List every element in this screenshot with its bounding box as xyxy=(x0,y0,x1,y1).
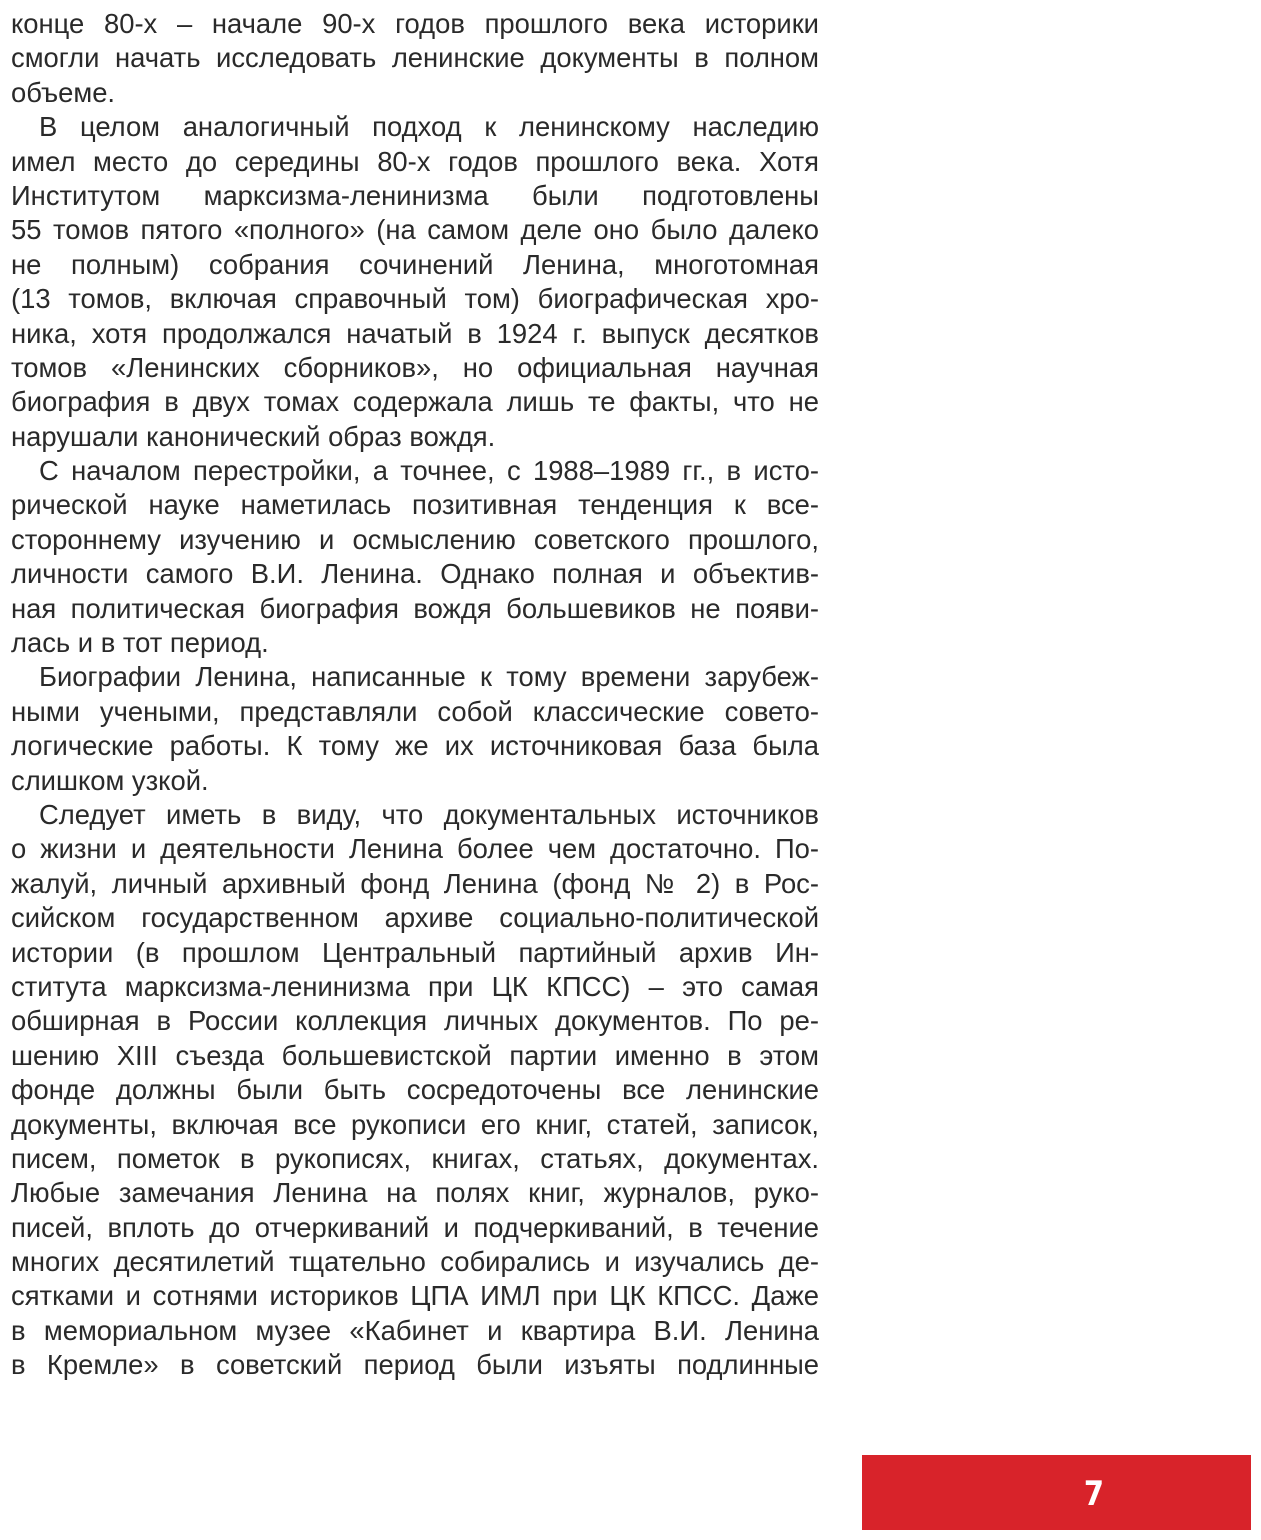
text-line: сятками и сотнями историков ЦПА ИМЛ при ЦК КПСС. Даже xyxy=(11,1280,819,1312)
text-line: о жизни и деятельности Ленина более чем достаточно. По- xyxy=(11,833,819,865)
text-line: нарушали канонический образ вождя. xyxy=(11,420,496,452)
text-line: 55 томов пятого «полного» (на самом деле оно было далеко xyxy=(11,214,819,246)
text-line: не полным) собрания сочинений Ленина, многотомная xyxy=(11,248,819,280)
text-line: биография в двух томах содержала лишь те факты, что не xyxy=(11,386,819,418)
text-line: томов «Ленинских сборников», но официальная научная xyxy=(11,351,819,383)
text-line: (13 томов, включая справочный том) биографическая хро- xyxy=(11,283,819,315)
text-line: сийском государственном архиве социально-политической xyxy=(11,902,819,934)
text-line: логические работы. К тому же их источниковая база была xyxy=(11,730,819,762)
text-line: рической науке наметилась позитивная тенденция к все- xyxy=(11,489,819,521)
text-line: многих десятилетий тщательно собирались и изучались де- xyxy=(11,1246,819,1278)
paragraph-2 xyxy=(11,110,819,454)
text-line: слишком узкой. xyxy=(11,764,209,796)
text-line: личности самого В.И. Ленина. Однако полная и объектив- xyxy=(11,558,819,590)
text-line: писем, пометок в рукописях, книгах, статьях, документах. xyxy=(11,1142,819,1174)
text-line: В целом аналогичный подход к ленинскому наследию xyxy=(39,111,819,143)
text-line: конце 80-х – начале 90-х годов прошлого века историки xyxy=(11,8,819,39)
text-line: ника, хотя продолжался начатый в 1924 г. выпуск десятков xyxy=(11,317,819,349)
text-line: обширная в России коллекция личных документов. По ре- xyxy=(11,1005,819,1037)
text-line: Биографии Ленина, написанные к тому времени зарубеж- xyxy=(39,661,819,693)
text-line: Следует иметь в виду, что документальных источников xyxy=(39,798,819,830)
text-line: смогли начать исследовать ленинские документы в полном xyxy=(11,42,819,74)
text-line: Любые замечания Ленина на полях книг, журналов, руко- xyxy=(11,1177,819,1209)
paragraph-5 xyxy=(11,798,819,1383)
page-number-tab xyxy=(862,1455,1251,1530)
text-line: писей, вплоть до отчеркиваний и подчеркиваний, в течение xyxy=(11,1211,819,1243)
page-number: 7 xyxy=(1083,1474,1105,1514)
text-line: документы, включая все рукописи его книг, статей, записок, xyxy=(11,1108,819,1140)
text-line: ными учеными, представляли собой классические совето- xyxy=(11,695,819,727)
text-line: ститута марксизма-ленинизма при ЦК КПСС) – это самая xyxy=(11,970,819,1002)
text-line: фонде должны были быть сосредоточены все ленинские xyxy=(11,1074,819,1106)
text-line: ная политическая биография вождя большевиков не появи- xyxy=(11,592,819,624)
text-line: в мемориальном музее «Кабинет и квартира В.И. Ленина xyxy=(11,1314,819,1346)
text-line: лась и в тот период. xyxy=(11,627,269,659)
paragraph-4 xyxy=(11,660,819,798)
text-line: С началом перестройки, а точнее, с 1988–1989 гг., в исто- xyxy=(39,455,819,487)
text-line: стороннему изучению и осмыслению советского прошлого, xyxy=(11,523,819,555)
text-line: в Кремле» в советский период были изъяты подлинные xyxy=(11,1349,819,1381)
body-text xyxy=(11,7,819,1383)
paragraph-3 xyxy=(11,454,819,660)
text-line: истории (в прошлом Центральный партийный архив Ин- xyxy=(11,936,819,968)
text-line: Институтом марксизма-ленинизма были подготовлены xyxy=(11,179,819,211)
paragraph-1 xyxy=(11,7,819,110)
text-line: шению XIII съезда большевистской партии именно в этом xyxy=(11,1039,819,1071)
text-line: жалуй, личный архивный фонд Ленина (фонд № 2) в Рос- xyxy=(11,867,819,899)
text-line: объеме. xyxy=(11,76,116,108)
text-line: имел место до середины 80-х годов прошлого века. Хотя xyxy=(11,145,819,177)
